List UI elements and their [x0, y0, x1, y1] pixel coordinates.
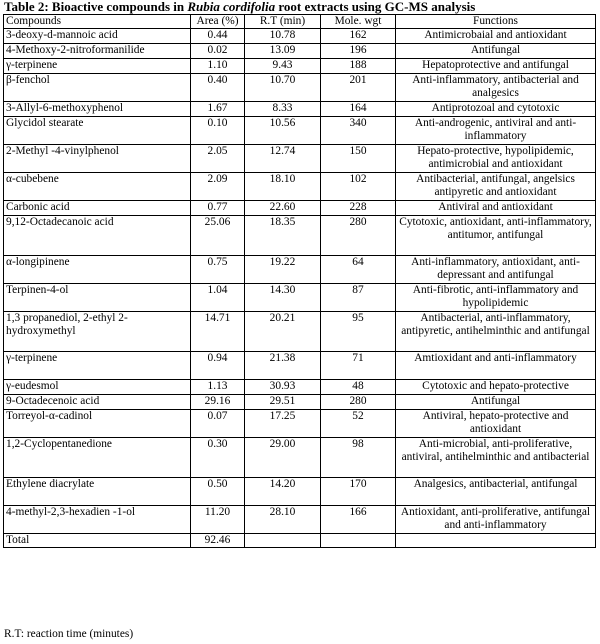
functions-cell: Antimicrobaial and antioxidant: [396, 29, 596, 44]
header-area: Area (%): [191, 15, 245, 29]
rt-cell: 9.43: [245, 59, 321, 74]
area-cell: 0.40: [191, 74, 245, 102]
rt-cell: 22.60: [245, 201, 321, 216]
rt-cell: 28.10: [245, 506, 321, 534]
area-cell: 14.71: [191, 312, 245, 352]
mol-weight-cell: 162: [321, 29, 396, 44]
compound-cell: γ-terpinene: [4, 352, 191, 380]
rt-cell: 8.33: [245, 102, 321, 117]
functions-cell: Hepatoprotective and antifungal: [396, 59, 596, 74]
compound-cell: 9-Octadecenoic acid: [4, 395, 191, 410]
functions-cell: Anti-microbial, anti-proliferative, antiviral, antihelminthic and antibacterial: [396, 438, 596, 478]
rt-cell: 29.00: [245, 438, 321, 478]
mol-weight-cell: 164: [321, 102, 396, 117]
table-row: [4, 256, 596, 284]
mol-weight-cell: 71: [321, 352, 396, 380]
area-cell: 0.77: [191, 201, 245, 216]
area-cell: 29.16: [191, 395, 245, 410]
area-cell: 0.10: [191, 117, 245, 145]
mol-weight-cell: 87: [321, 284, 396, 312]
compound-cell: γ-eudesmol: [4, 380, 191, 395]
mol-weight-cell: 280: [321, 395, 396, 410]
table-row: [4, 102, 596, 117]
functions-cell: Cytotoxic, antioxidant, anti-inflammatory, antitumor, antifungal: [396, 216, 596, 256]
area-cell: 0.30: [191, 438, 245, 478]
compound-cell: 2-Methyl -4-vinylphenol: [4, 145, 191, 173]
header-compounds: Compounds: [4, 15, 191, 29]
functions-cell: Amtioxidant and anti-inflammatory: [396, 352, 596, 380]
functions-cell: Antioxidant, anti-proliferative, antifungal and anti-inflammatory: [396, 506, 596, 534]
area-cell: 1.13: [191, 380, 245, 395]
table-row: [4, 29, 596, 44]
mol-weight-cell: 201: [321, 74, 396, 102]
functions-cell: Antifungal: [396, 395, 596, 410]
mol-weight-cell: 228: [321, 201, 396, 216]
area-cell: 0.50: [191, 478, 245, 506]
table-row: [4, 478, 596, 506]
caption-suffix: root extracts using GC-MS analysis: [275, 0, 476, 14]
functions-cell: Anti-fibrotic, anti-inflammatory and hypolipidemic: [396, 284, 596, 312]
table-row: [4, 44, 596, 59]
table-row: [4, 117, 596, 145]
mol-weight-cell: 340: [321, 117, 396, 145]
table-row: [4, 312, 596, 352]
compound-cell: 1,3 propanediol, 2-ethyl 2-hydroxymethyl: [4, 312, 191, 352]
table-row: [4, 145, 596, 173]
rt-cell: 21.38: [245, 352, 321, 380]
rt-cell: 18.35: [245, 216, 321, 256]
functions-cell: Anti-androgenic, antiviral and anti-inflammatory: [396, 117, 596, 145]
rt-cell: 30.93: [245, 380, 321, 395]
rt-cell: 13.09: [245, 44, 321, 59]
caption-species: Rubia cordifolia: [187, 0, 276, 14]
functions-cell: Antibacterial, antifungal, angelsics antipyretic and antioxidant: [396, 173, 596, 201]
rt-cell: 17.25: [245, 410, 321, 438]
functions-cell: Antibacterial, anti-inflammatory, antipyretic, antihelminthic and antifungal: [396, 312, 596, 352]
compound-cell: 3-deoxy-d-mannoic acid: [4, 29, 191, 44]
total-functions-empty: [396, 534, 596, 548]
compound-cell: Torreyol-α-cadinol: [4, 410, 191, 438]
mol-weight-cell: 64: [321, 256, 396, 284]
compound-cell: Ethylene diacrylate: [4, 478, 191, 506]
compound-cell: 4-Methoxy-2-nitroformanilide: [4, 44, 191, 59]
header-row: [4, 15, 596, 29]
compound-cell: Terpinen-4-ol: [4, 284, 191, 312]
mol-weight-cell: 170: [321, 478, 396, 506]
total-mw-empty: [321, 534, 396, 548]
table-row: [4, 410, 596, 438]
compound-cell: 9,12-Octadecanoic acid: [4, 216, 191, 256]
functions-cell: Antiprotozoal and cytotoxic: [396, 102, 596, 117]
compound-cell: β-fenchol: [4, 74, 191, 102]
rt-cell: 14.20: [245, 478, 321, 506]
mol-weight-cell: 188: [321, 59, 396, 74]
rt-cell: 10.78: [245, 29, 321, 44]
caption-prefix: Table 2: Bioactive compounds in: [4, 0, 188, 14]
mol-weight-cell: 150: [321, 145, 396, 173]
area-cell: 2.09: [191, 173, 245, 201]
rt-cell: 14.30: [245, 284, 321, 312]
functions-cell: Hepato-protective, hypolipidemic, antimicrobial and antioxidant: [396, 145, 596, 173]
rt-cell: 19.22: [245, 256, 321, 284]
compound-cell: Glycidol stearate: [4, 117, 191, 145]
functions-cell: Antiviral, hepato-protective and antioxidant: [396, 410, 596, 438]
table-row: [4, 216, 596, 256]
table-row: [4, 284, 596, 312]
total-area: 92.46: [191, 534, 245, 548]
compound-cell: α-cubebene: [4, 173, 191, 201]
table-caption: [4, 0, 475, 14]
functions-cell: Anti-inflammatory, antioxidant, anti-depressant and antifungal: [396, 256, 596, 284]
area-cell: 0.02: [191, 44, 245, 59]
functions-cell: Antifungal: [396, 44, 596, 59]
table-row: [4, 395, 596, 410]
mol-weight-cell: 102: [321, 173, 396, 201]
rt-cell: 10.56: [245, 117, 321, 145]
footnote: R.T: reaction time (minutes): [4, 628, 134, 640]
area-cell: 0.07: [191, 410, 245, 438]
mol-weight-cell: 98: [321, 438, 396, 478]
total-row: [4, 534, 596, 548]
rt-cell: 18.10: [245, 173, 321, 201]
area-cell: 25.06: [191, 216, 245, 256]
area-cell: 1.04: [191, 284, 245, 312]
table-row: [4, 74, 596, 102]
table-row: [4, 352, 596, 380]
area-cell: 0.94: [191, 352, 245, 380]
mol-weight-cell: 95: [321, 312, 396, 352]
compound-cell: 1,2-Cyclopentanedione: [4, 438, 191, 478]
rt-cell: 20.21: [245, 312, 321, 352]
area-cell: 0.44: [191, 29, 245, 44]
area-cell: 11.20: [191, 506, 245, 534]
area-cell: 1.10: [191, 59, 245, 74]
rt-cell: 29.51: [245, 395, 321, 410]
compounds-table: [3, 14, 596, 548]
header-rt: R.T (min): [245, 15, 321, 29]
functions-cell: Antiviral and antioxidant: [396, 201, 596, 216]
compound-cell: α-longipinene: [4, 256, 191, 284]
mol-weight-cell: 166: [321, 506, 396, 534]
rt-cell: 12.74: [245, 145, 321, 173]
rt-cell: 10.70: [245, 74, 321, 102]
mol-weight-cell: 52: [321, 410, 396, 438]
mol-weight-cell: 280: [321, 216, 396, 256]
table-row: [4, 506, 596, 534]
compound-cell: γ-terpinene: [4, 59, 191, 74]
functions-cell: Anti-inflammatory, antibacterial and analgesics: [396, 74, 596, 102]
area-cell: 0.75: [191, 256, 245, 284]
table-row: [4, 173, 596, 201]
table-row: [4, 380, 596, 395]
header-functions: Functions: [396, 15, 596, 29]
area-cell: 2.05: [191, 145, 245, 173]
functions-cell: Cytotoxic and hepato-protective: [396, 380, 596, 395]
table-row: [4, 59, 596, 74]
header-mol-weight: Mole. wgt: [321, 15, 396, 29]
table-row: [4, 438, 596, 478]
compound-cell: 3-Allyl-6-methoxyphenol: [4, 102, 191, 117]
table-body: [4, 29, 596, 534]
mol-weight-cell: 196: [321, 44, 396, 59]
compound-cell: 4-methyl-2,3-hexadien -1-ol: [4, 506, 191, 534]
mol-weight-cell: 48: [321, 380, 396, 395]
compound-cell: Carbonic acid: [4, 201, 191, 216]
total-rt-empty: [245, 534, 321, 548]
functions-cell: Analgesics, antibacterial, antifungal: [396, 478, 596, 506]
table-row: [4, 201, 596, 216]
total-label: Total: [4, 534, 191, 548]
area-cell: 1.67: [191, 102, 245, 117]
